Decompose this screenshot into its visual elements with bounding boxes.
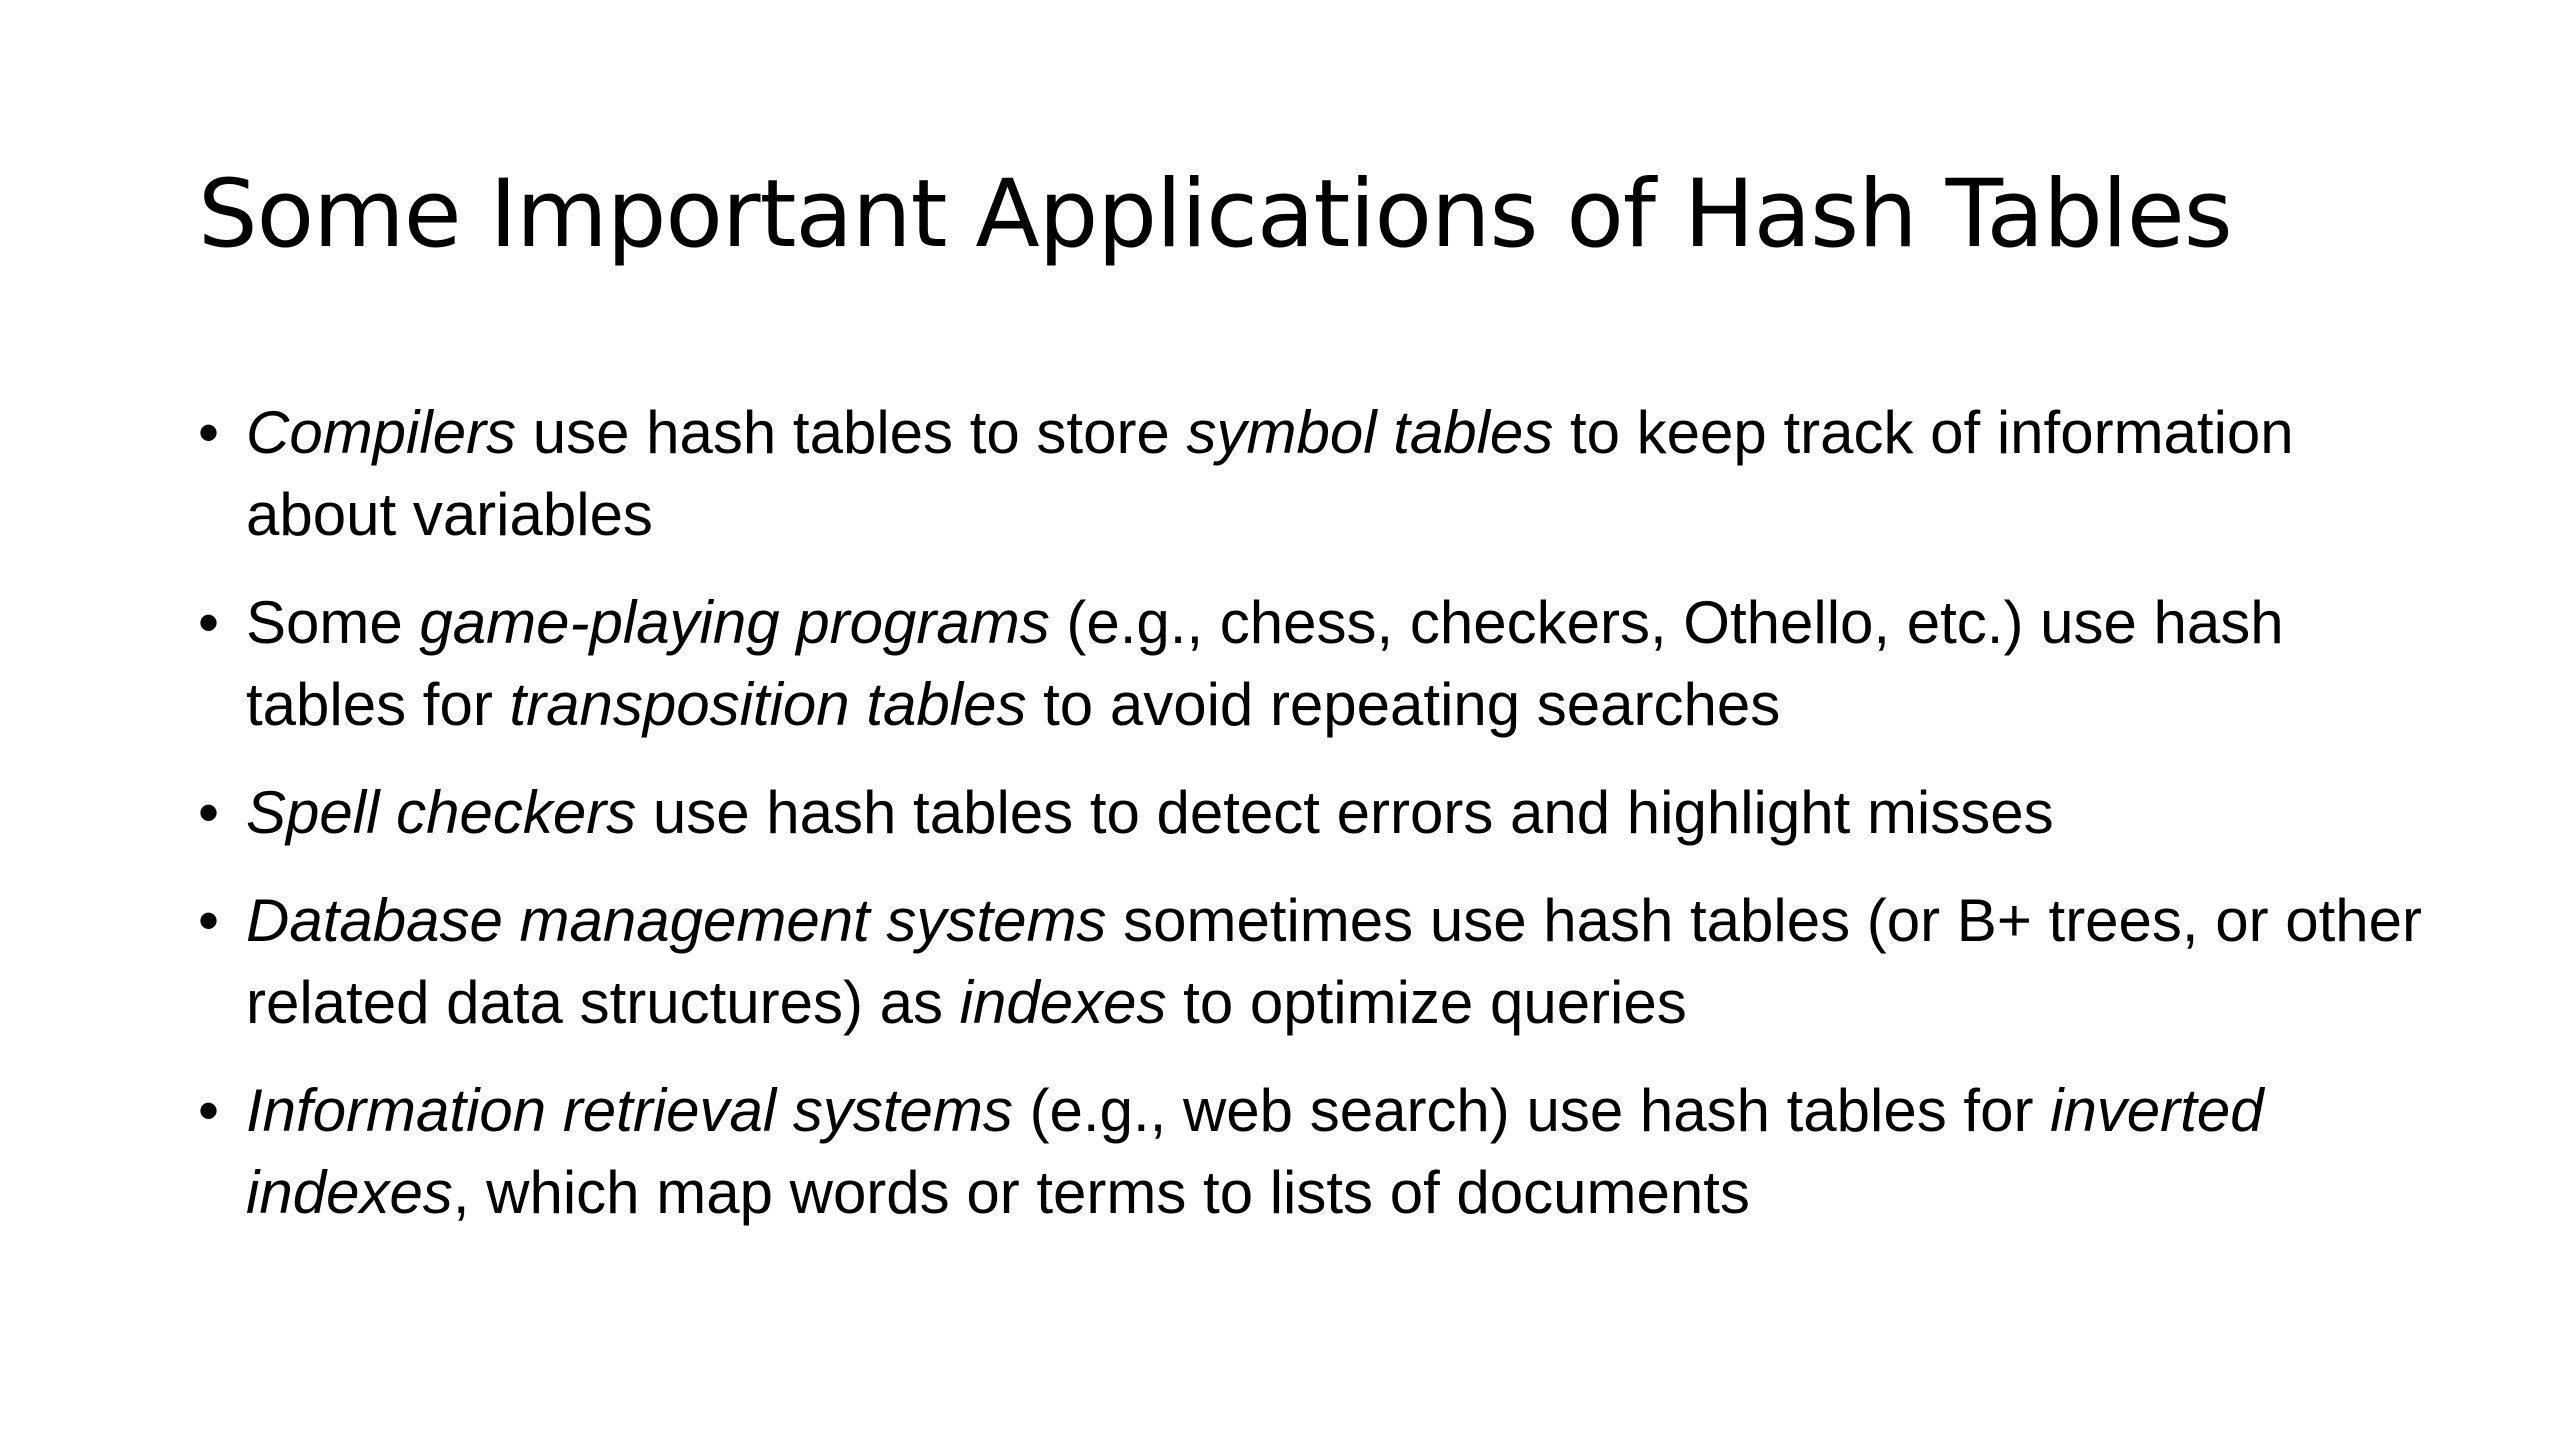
bullet-item-compilers [198,392,2458,556]
bullet-item-database [198,880,2458,1044]
bullet-text-segment: Database management systems [246,887,1107,954]
bullet-text-segment: use hash tables to detect errors and highlight misses [636,779,2054,846]
bullet-text-segment: transposition tables [509,671,1027,738]
bullet-text-segment: symbol tables [1186,399,1554,466]
bullet-text-segment: game-playing programs [419,589,1050,656]
bullet-text-segment: , which map words or terms to lists of documents [452,1159,1750,1226]
bullet-icon: • [198,589,220,656]
bullet-item-spell-checkers [198,772,2458,854]
bullet-text-segment: (e.g., web search) use hash tables for [1012,1077,2051,1144]
bullet-text-segment: Some [246,589,420,656]
bullet-text-segment: to avoid repeating searches [1026,671,1781,738]
bullet-icon: • [198,1077,220,1144]
bullet-text-segment: to optimize queries [1166,969,1687,1036]
bullet-icon: • [198,399,220,466]
bullet-list [198,392,2458,1260]
bullet-text-segment: inverted indexes [246,1077,2264,1226]
bullet-text-segment: sometimes use hash tables (or B+ trees, or other related data structures) as [246,887,2423,1036]
bullet-icon: • [198,779,220,846]
bullet-text-segment: (e.g., chess, checkers, Othello, etc.) use hash tables for [246,589,2284,738]
bullet-item-game-playing [198,582,2458,746]
bullet-item-information-retrieval [198,1070,2458,1234]
bullet-text-segment: indexes [959,969,1167,1036]
bullet-icon: • [198,887,220,954]
bullet-text-segment: use hash tables to store [516,399,1187,466]
bullet-text-segment: to keep track of information about variables [246,399,2294,548]
bullet-text-segment: Spell checkers [246,779,637,846]
bullet-text-segment: Compilers [246,399,517,466]
slide-title: Some Important Applications of Hash Tables [198,160,2232,269]
bullet-text-segment: Information retrieval systems [246,1077,1013,1144]
